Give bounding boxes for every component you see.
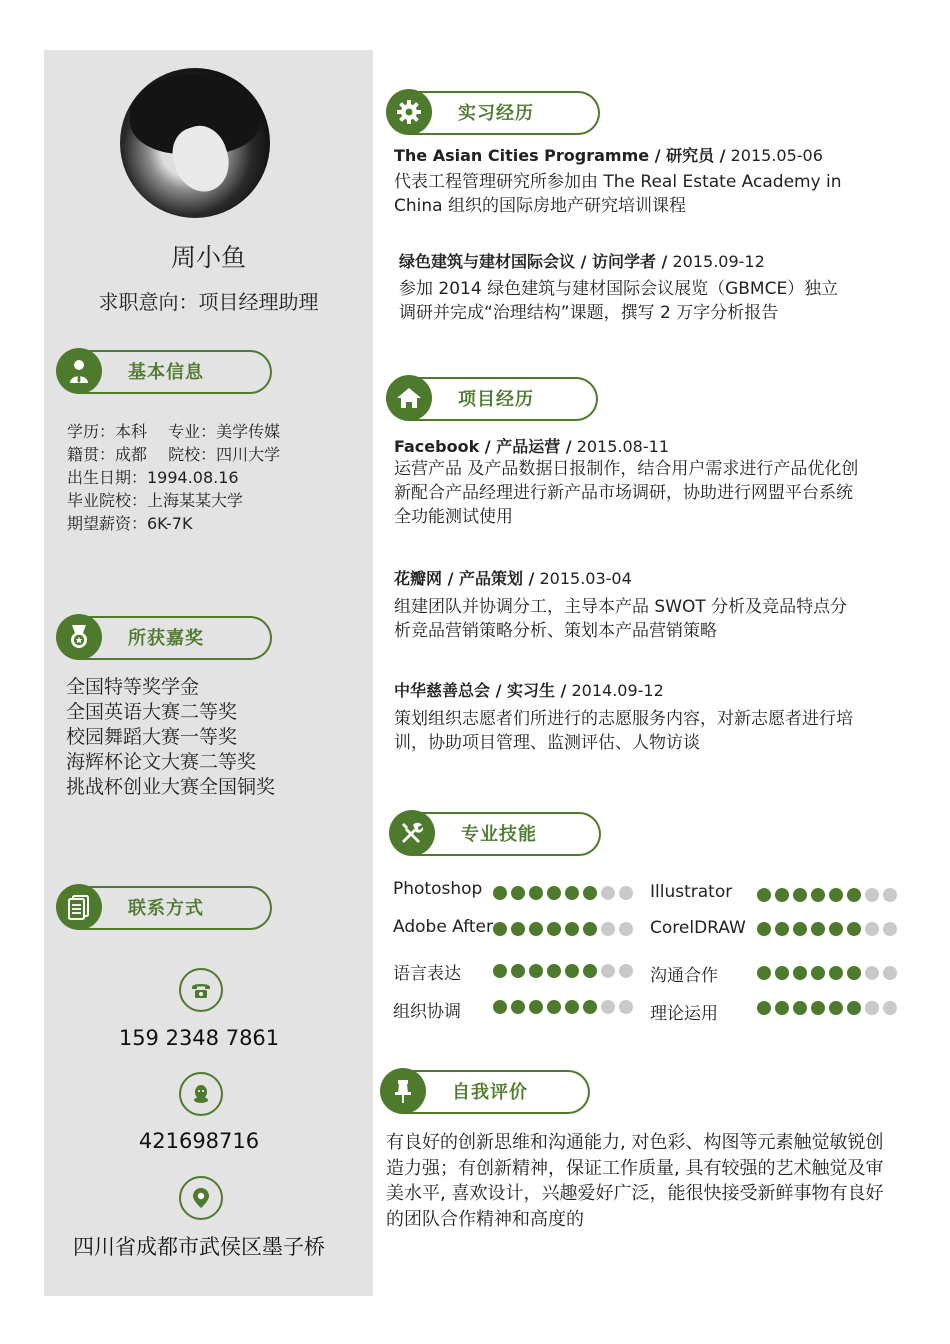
skill-label: 组织协调	[393, 1002, 461, 1022]
entry-date: 2015.09-12	[667, 252, 765, 271]
skill-dot-empty	[601, 922, 615, 936]
section-basic-info	[56, 350, 272, 394]
self-evaluation: 有良好的创新思维和沟通能力, 对色彩、构图等元素触觉敏锐创造力强；有创新精神，保证工作质量, 具有较强的艺术触觉及审美水平, 喜欢设计，兴趣爱好广泛，能很快接受新鲜事物有良好的团队合作精神和高度的	[386, 1132, 884, 1230]
skill-level-dots	[493, 1000, 633, 1014]
basic-info-list	[67, 420, 280, 535]
phone-number: 159 2348 7861	[118, 1026, 280, 1050]
entry-date: 2014.09-12	[566, 681, 664, 700]
skill-dot-filled	[793, 922, 807, 936]
skill-dot-filled	[793, 1001, 807, 1015]
info-line: 期望薪资：6K-7K	[67, 514, 193, 533]
skill-dot-filled	[847, 1001, 861, 1015]
info-line: 学历：本科 专业：美学传媒	[67, 422, 281, 441]
tools-icon	[389, 810, 435, 856]
skill-level-dots	[757, 966, 897, 980]
medal-icon	[56, 614, 102, 660]
skill-dot-filled	[565, 964, 579, 978]
skill-level-dots	[757, 1001, 897, 1015]
document-icon	[56, 884, 102, 930]
skill-dot-empty	[619, 886, 633, 900]
section-title: 专业技能	[461, 824, 537, 845]
skill-dot-filled	[493, 964, 507, 978]
skill-label: Photoshop	[393, 879, 483, 899]
skill-dot-empty	[865, 1001, 879, 1015]
project-desc: 组建团队并协调分工，主导本产品 SWOT 分析及竞品特点分析竞品营销策略分析、策划本产品营销策略	[394, 597, 848, 641]
section-skills	[389, 812, 601, 856]
skill-dot-filled	[511, 1000, 525, 1014]
skill-dot-empty	[619, 922, 633, 936]
skill-dot-filled	[529, 964, 543, 978]
skill-dot-filled	[811, 888, 825, 902]
entry-date: 2015.03-04	[534, 569, 632, 588]
internship-header	[399, 249, 765, 272]
skill-dot-filled	[811, 1001, 825, 1015]
info-line: 毕业院校：上海某某大学	[67, 491, 244, 510]
skill-dot-filled	[493, 886, 507, 900]
project-desc: 策划组织志愿者们所进行的志愿服务内容，对新志愿者进行培训，协助项目管理、监测评估、人物访谈	[394, 709, 853, 753]
skill-dot-filled	[775, 922, 789, 936]
skill-dot-filled	[583, 886, 597, 900]
skill-level-dots	[493, 964, 633, 978]
section-projects	[386, 377, 598, 421]
skill-dot-filled	[793, 966, 807, 980]
address: 四川省成都市武侯区墨子桥	[73, 1235, 325, 1259]
section-title: 基本信息	[128, 362, 204, 383]
skill-dot-empty	[601, 886, 615, 900]
award-item: 全国特等奖学金	[66, 676, 200, 698]
skill-dot-empty	[601, 1000, 615, 1014]
skill-dot-filled	[583, 964, 597, 978]
skill-label: CorelDRAW	[650, 918, 746, 938]
skill-dot-filled	[565, 886, 579, 900]
skill-dot-filled	[847, 888, 861, 902]
skill-dot-filled	[565, 922, 579, 936]
avatar	[120, 68, 270, 218]
internship-desc: 代表工程管理研究所参加由 The Real Estate Academy in China 组织的国际房地产研究培训课程	[394, 172, 842, 216]
skill-label: 语言表达	[393, 964, 461, 984]
project-header	[394, 566, 632, 589]
award-item: 挑战杯创业大赛全国铜奖	[66, 776, 276, 798]
entry-org: The Asian Cities Programme / 研究员 /	[394, 146, 726, 165]
skill-dot-filled	[583, 1000, 597, 1014]
section-self-eval	[380, 1070, 590, 1114]
pin-icon	[380, 1068, 426, 1114]
qq-number: 421698716	[138, 1129, 260, 1153]
entry-date: 2015.05-06	[725, 146, 823, 165]
info-line: 出生日期：1994.08.16	[67, 468, 239, 487]
entry-org: 中华慈善总会 / 实习生 /	[394, 681, 567, 700]
skill-dot-filled	[811, 966, 825, 980]
skill-level-dots	[757, 888, 897, 902]
phone-icon	[179, 968, 223, 1012]
skill-dot-filled	[511, 964, 525, 978]
skill-dot-empty	[865, 888, 879, 902]
skill-dot-filled	[757, 888, 771, 902]
project-desc: 运营产品 及产品数据日报制作，结合用户需求进行产品优化创新配合产品经理进行新产品市场调研，协助进行网盟平台系统全功能测试使用	[394, 459, 859, 527]
entry-org: Facebook / 产品运营 /	[394, 437, 572, 456]
home-icon	[386, 375, 432, 421]
section-contact	[56, 886, 272, 930]
skill-dot-filled	[547, 922, 561, 936]
skill-dot-filled	[493, 1000, 507, 1014]
skill-dot-filled	[757, 922, 771, 936]
internship-header	[394, 143, 823, 166]
skill-dot-empty	[601, 964, 615, 978]
section-internship	[386, 91, 600, 135]
skill-dot-filled	[811, 922, 825, 936]
qq-icon	[179, 1072, 223, 1116]
location-icon	[179, 1176, 223, 1220]
user-icon	[56, 348, 102, 394]
section-title: 项目经历	[458, 389, 534, 410]
skill-dot-empty	[865, 922, 879, 936]
project-header	[394, 434, 669, 457]
skill-dot-filled	[547, 886, 561, 900]
skill-dot-filled	[547, 1000, 561, 1014]
section-title: 所获嘉奖	[128, 628, 204, 649]
section-title: 实习经历	[458, 103, 534, 124]
info-line: 籍贯：成都 院校：四川大学	[67, 445, 281, 464]
skill-dot-empty	[883, 888, 897, 902]
skill-dot-filled	[829, 922, 843, 936]
skill-dot-filled	[757, 966, 771, 980]
skill-dot-filled	[583, 922, 597, 936]
skill-dot-filled	[565, 1000, 579, 1014]
skill-level-dots	[493, 886, 633, 900]
skill-dot-empty	[865, 966, 879, 980]
award-item: 全国英语大赛二等奖	[66, 701, 238, 723]
skill-dot-filled	[511, 922, 525, 936]
skill-dot-filled	[775, 888, 789, 902]
project-header	[394, 678, 664, 701]
skill-dot-filled	[775, 1001, 789, 1015]
skill-dot-filled	[529, 886, 543, 900]
award-item: 校园舞蹈大赛一等奖	[66, 726, 238, 748]
section-title: 自我评价	[452, 1082, 528, 1103]
award-item: 海辉杯论文大赛二等奖	[66, 751, 257, 773]
skill-dot-filled	[511, 886, 525, 900]
gear-icon	[386, 89, 432, 135]
skill-dot-filled	[847, 922, 861, 936]
skill-dot-filled	[829, 1001, 843, 1015]
skill-dot-filled	[793, 888, 807, 902]
skill-dot-filled	[529, 1000, 543, 1014]
section-title: 联系方式	[128, 898, 204, 919]
skill-dot-filled	[847, 966, 861, 980]
skill-label: 沟通合作	[650, 966, 718, 986]
skill-dot-filled	[829, 966, 843, 980]
entry-date: 2015.08-11	[571, 437, 669, 456]
skill-dot-empty	[883, 1001, 897, 1015]
skill-dot-empty	[619, 1000, 633, 1014]
section-awards	[56, 616, 272, 660]
awards-list	[66, 675, 275, 800]
entry-org: 花瓣网 / 产品策划 /	[394, 569, 535, 588]
skill-level-dots	[757, 922, 897, 936]
skill-dot-filled	[529, 922, 543, 936]
skill-dot-filled	[757, 1001, 771, 1015]
skill-label: 理论运用	[650, 1004, 718, 1024]
skill-label: Illustrator	[650, 882, 733, 902]
skill-dot-filled	[547, 964, 561, 978]
skill-dot-empty	[619, 964, 633, 978]
skill-dot-empty	[883, 966, 897, 980]
candidate-name: 周小鱼	[170, 243, 246, 272]
job-intent: 求职意向：项目经理助理	[98, 290, 319, 314]
entry-org: 绿色建筑与建材国际会议 / 访问学者 /	[399, 252, 668, 271]
skill-dot-filled	[493, 922, 507, 936]
skill-dot-filled	[829, 888, 843, 902]
skill-dot-filled	[775, 966, 789, 980]
skill-dot-empty	[883, 922, 897, 936]
internship-desc: 参加 2014 绿色建筑与建材国际会议展览（GBMCE）独立调研并完成“治理结构”课题，撰写 2 万字分析报告	[399, 279, 839, 323]
skill-label: Adobe After	[393, 917, 493, 937]
skill-level-dots	[493, 922, 633, 936]
